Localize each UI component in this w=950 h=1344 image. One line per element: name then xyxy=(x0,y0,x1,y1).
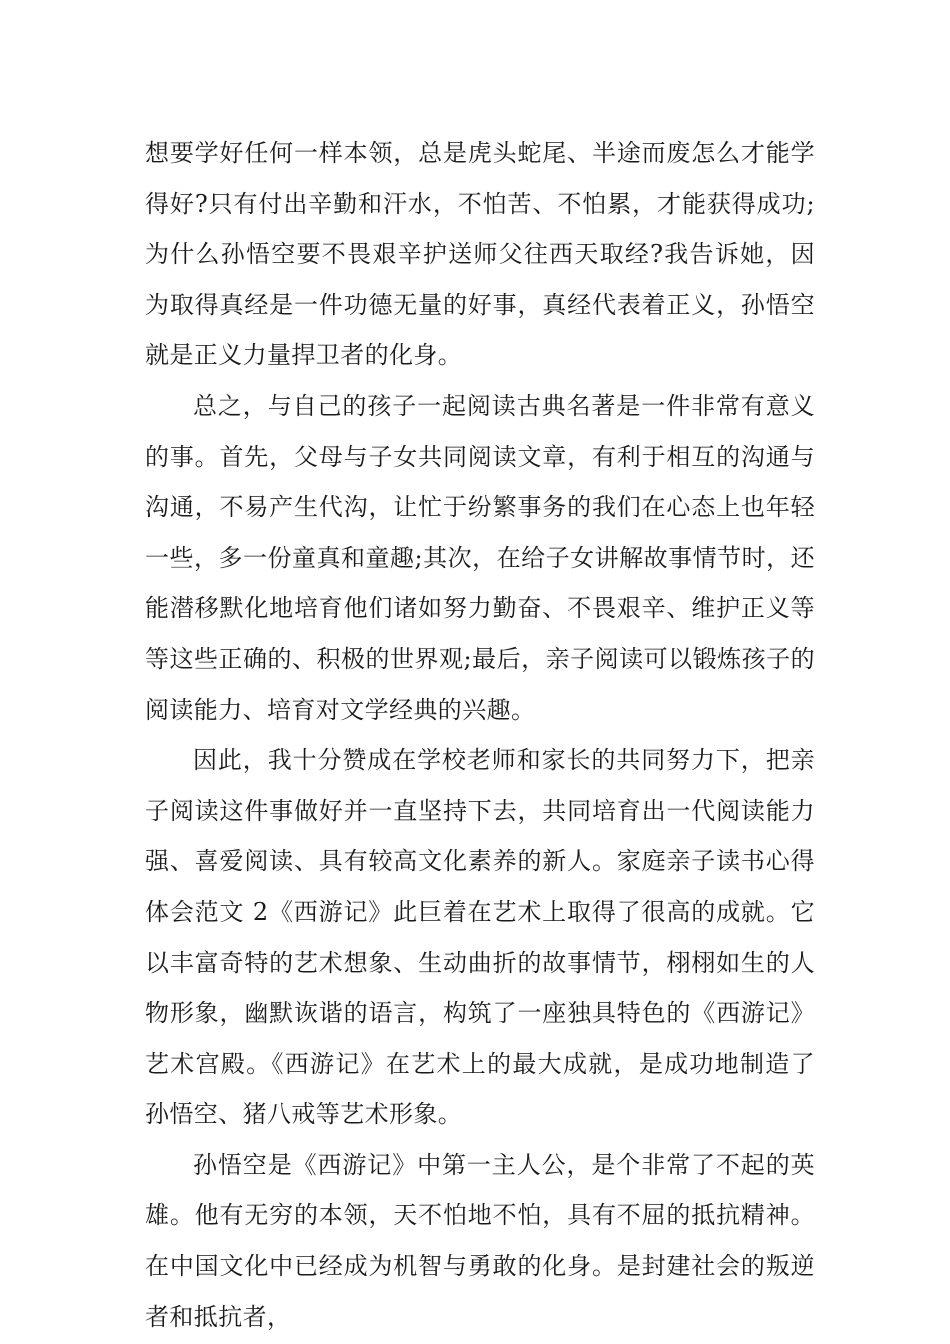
document-body xyxy=(145,128,815,1342)
paragraph-2: 总之，与自己的孩子一起阅读古典名著是一件非常有意义的事。首先，父母与子女共同阅读文章，有利于相互的沟通与沟通，不易产生代沟，让忙于纷繁事务的我们在心态上也年轻一些，多一份童真和童趣;其次，在给子女讲解故事情节时，还能潜移默化地培育他们诸如努力勤奋、不畏艰辛、维护正义等等这些正确的、积极的世界观;最后，亲子阅读可以锻炼孩子的阅读能力、培育对文学经典的兴趣。 xyxy=(145,391,815,724)
paragraph-4: 孙悟空是《西游记》中第一主人公，是个非常了不起的英雄。他有无穷的本领，天不怕地不怕，具有不屈的抵抗精神。在中国文化中已经成为机智与勇敢的化身。是封建社会的叛逆者和抵抗者， xyxy=(145,1150,815,1331)
paragraph-1: 想要学好任何一样本领，总是虎头蛇尾、半途而废怎么才能学得好?只有付出辛勤和汗水，不怕苦、不怕累，才能获得成功;为什么孙悟空要不畏艰辛护送师父往西天取经?我告诉她，因为取得真经是一件功德无量的好事，真经代表着正义，孙悟空就是正义力量捍卫者的化身。 xyxy=(145,139,815,370)
paragraph-3: 因此，我十分赞成在学校老师和家长的共同努力下，把亲子阅读这件事做好并一直坚持下去，共同培育出一代阅读能力强、喜爱阅读、具有较高文化素养的新人。家庭亲子读书心得体会范文 2《西游记》此巨着在艺术上取得了很高的成就。它以丰富奇特的艺术想象、生动曲折的故事情节，栩栩如生的人物形象，幽默诙谐的语言，构筑了一座独具特色的《西游记》艺术宫殿。《西游记》在艺术上的最大成就，是成功地制造了孙悟空、猪八戒等艺术形象。 xyxy=(145,746,815,1129)
